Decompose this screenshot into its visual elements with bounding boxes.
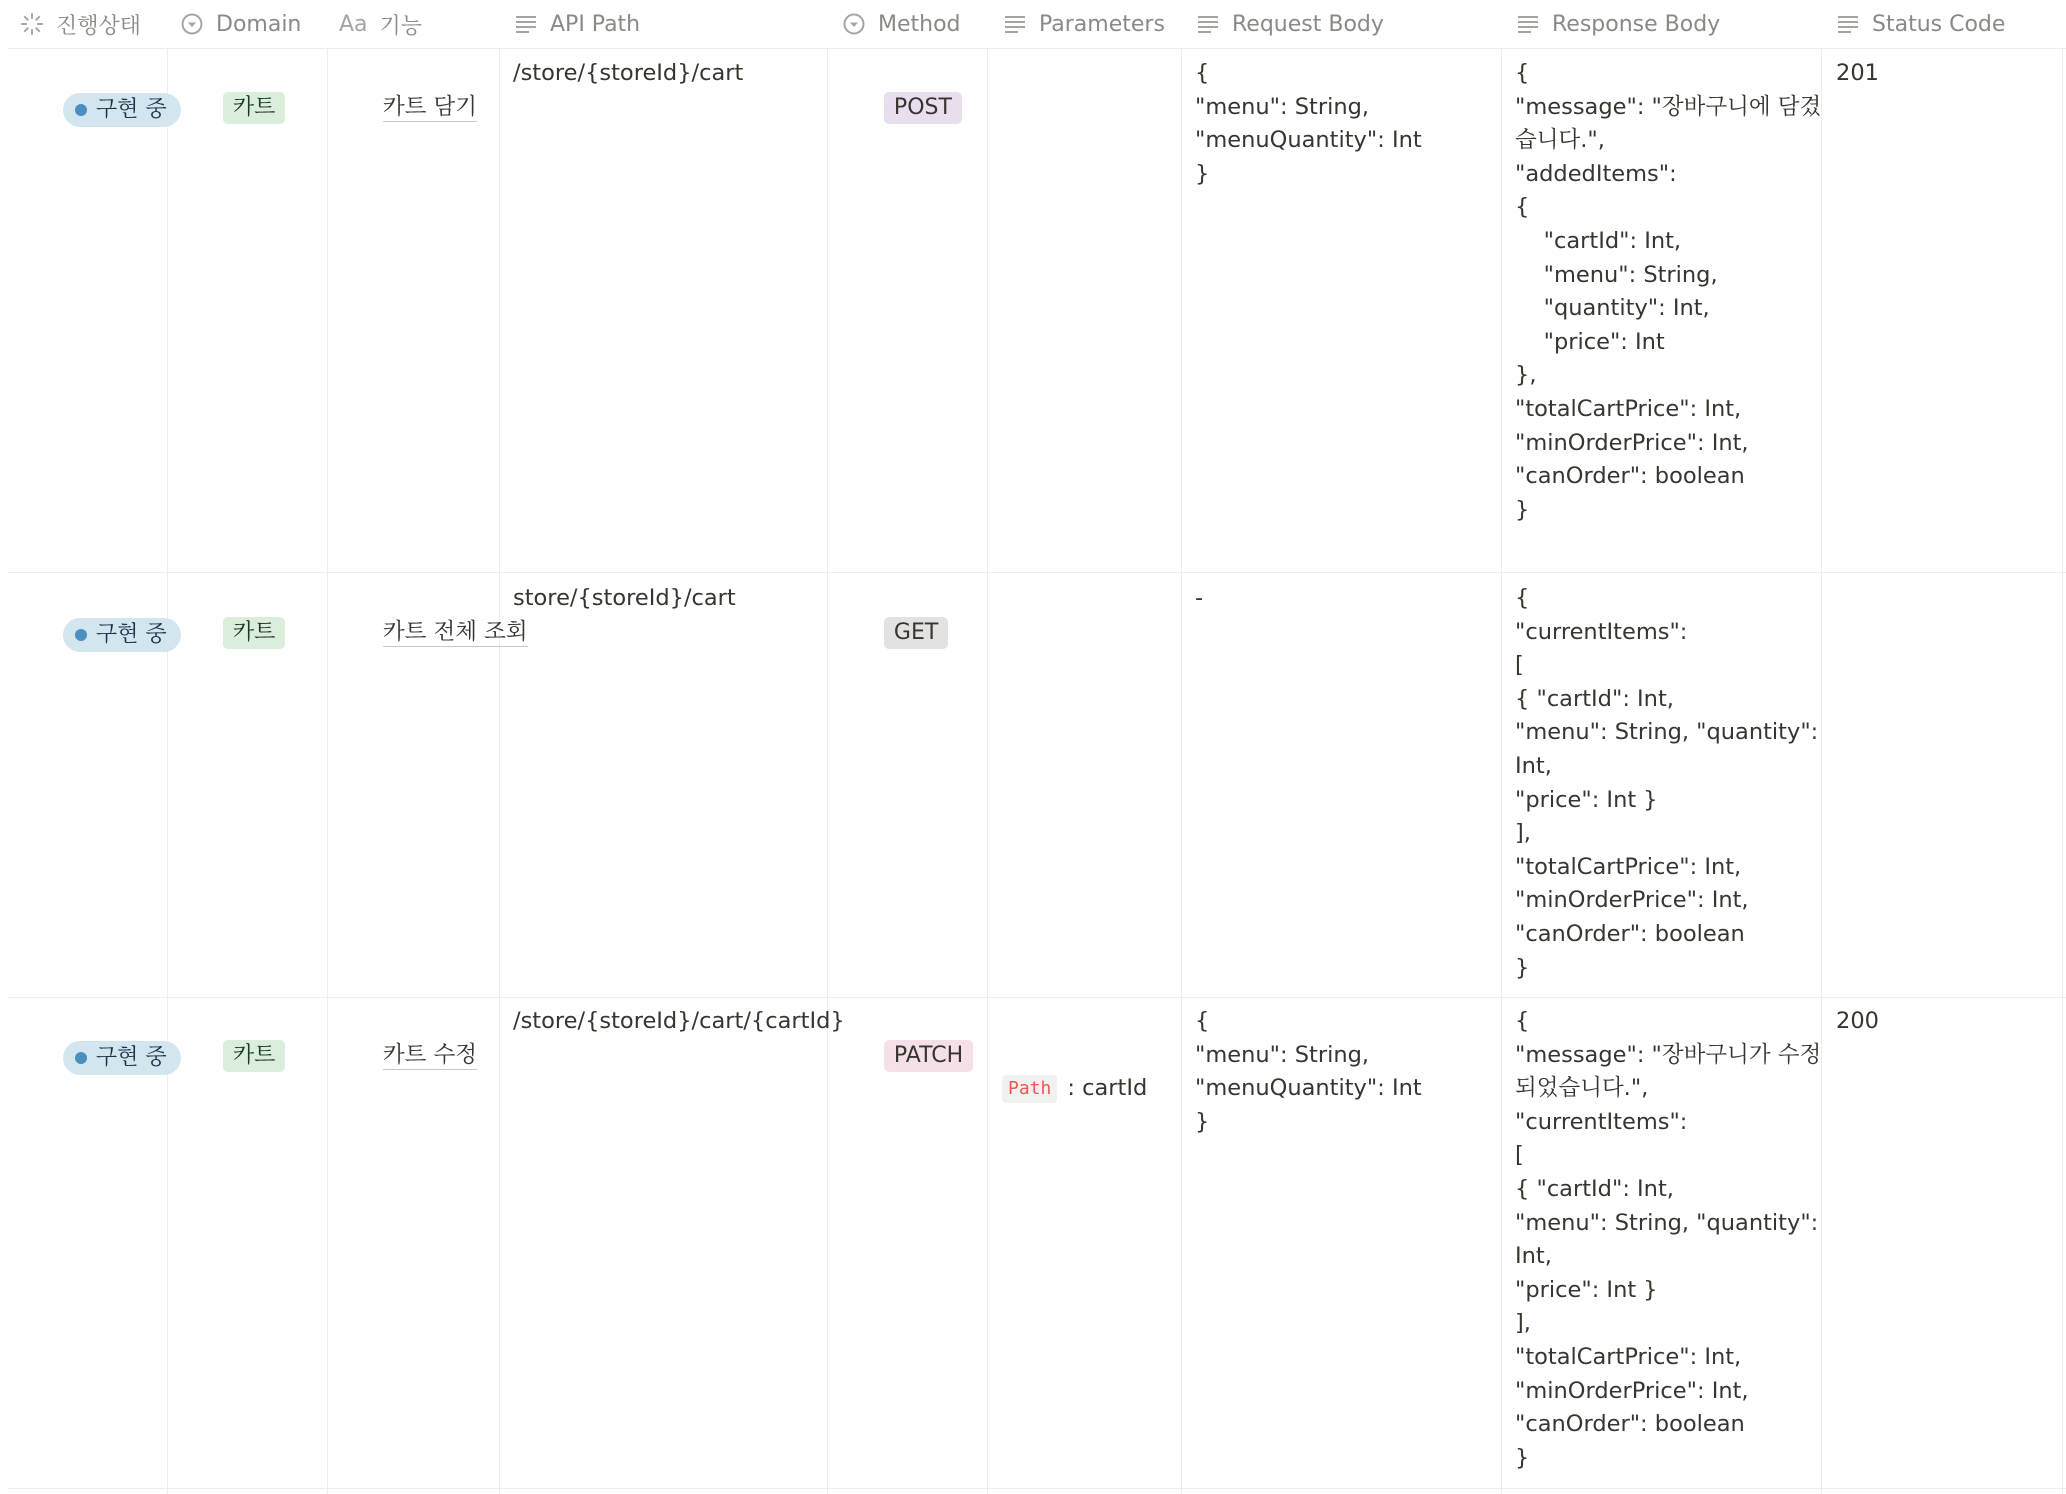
request-body-cell[interactable]: { "menu": String, "menuQuantity": Int } (1195, 60, 1422, 187)
status-code-cell[interactable]: 200 (1836, 1008, 1879, 1034)
feature-title[interactable]: 카트 수정 (382, 1041, 478, 1068)
api-path-cell[interactable]: /store/{storeId}/cart (513, 60, 744, 86)
method-cell[interactable] (841, 57, 962, 158)
text-lines-icon (1196, 12, 1220, 36)
status-label: 구현 중 (95, 621, 167, 647)
status-dot-icon (75, 104, 87, 116)
feature-cell[interactable] (340, 582, 528, 683)
table-row[interactable] (0, 1005, 2066, 1488)
status-dot-icon (75, 629, 87, 641)
select-icon (180, 12, 204, 36)
method-tag: POST (884, 92, 962, 124)
status-badge (63, 618, 181, 652)
row-divider (8, 572, 2066, 573)
status-cell[interactable] (20, 584, 181, 685)
column-header-feature[interactable] (339, 0, 422, 48)
response-body-cell[interactable]: { "message": "장바구니에 담겼 습니다.", "addedItems": { "cartId": Int, "menu": String, "quantity": Int, "price": Int }, "totalCartPrice": Int, "minOrderPrice": Int, "canOrder": boolean } (1515, 60, 1822, 523)
column-label: Domain (216, 11, 302, 37)
header-divider (8, 48, 2066, 49)
api-path-cell[interactable]: /store/{storeId}/cart/{cartId} (513, 1008, 845, 1034)
domain-tag: 카트 (223, 1040, 286, 1072)
domain-cell[interactable] (180, 57, 285, 158)
text-lines-icon (1003, 12, 1027, 36)
column-label: 기능 (379, 13, 423, 39)
parameters-cell[interactable] (1002, 1005, 1147, 1173)
method-tag: PATCH (884, 1040, 973, 1072)
row-divider (8, 997, 2066, 998)
row-divider (8, 1488, 2066, 1489)
method-tag: GET (884, 617, 948, 649)
title-aa-icon: Aa (339, 11, 368, 37)
column-label: 진행상태 (56, 13, 142, 39)
feature-cell[interactable] (340, 57, 477, 158)
api-path-cell[interactable]: store/{storeId}/cart (513, 585, 736, 611)
status-label: 구현 중 (95, 1044, 167, 1070)
domain-tag: 카트 (223, 92, 286, 124)
column-header-method[interactable] (842, 0, 961, 48)
path-param-name: : cartId (1067, 1075, 1148, 1102)
column-header-parameters[interactable] (1003, 0, 1165, 48)
table-header (0, 0, 2066, 48)
text-lines-icon (1516, 12, 1540, 36)
request-body-cell[interactable]: { "menu": String, "menuQuantity": Int } (1195, 1008, 1422, 1135)
column-label: Response Body (1552, 11, 1721, 37)
path-param-chip: Path (1002, 1075, 1057, 1103)
response-body-cell[interactable]: { "message": "장바구니가 수정 되었습니다.", "currentItems": [ { "cartId": Int, "menu": String, "quantity": Int, "price": Int } ], "totalCartPrice": Int, "minOrderPrice": Int, "canOrder": boolean } (1515, 1008, 1822, 1471)
column-header-domain[interactable] (180, 0, 301, 48)
column-label: Request Body (1232, 11, 1384, 37)
status-label: 구현 중 (95, 96, 167, 122)
table-row[interactable] (0, 57, 2066, 572)
column-label: Status Code (1872, 11, 2006, 37)
feature-title[interactable]: 카트 담기 (382, 93, 478, 120)
column-label: Parameters (1039, 11, 1165, 37)
method-cell[interactable] (841, 1005, 973, 1106)
parameter-entry (1002, 1072, 1147, 1106)
status-badge (63, 1041, 181, 1075)
column-label: API Path (550, 11, 641, 37)
status-cell[interactable] (20, 1007, 181, 1108)
status-loader-icon (20, 12, 44, 36)
table-row[interactable] (0, 582, 2066, 997)
domain-tag: 카트 (223, 617, 286, 649)
column-header-response-body[interactable] (1516, 0, 1720, 48)
column-label: Method (878, 11, 961, 37)
feature-title[interactable]: 카트 전체 조회 (382, 618, 528, 645)
method-cell[interactable] (841, 582, 948, 683)
request-body-cell[interactable]: - (1195, 585, 1204, 611)
status-cell[interactable] (20, 59, 181, 160)
select-icon (842, 12, 866, 36)
column-header-request-body[interactable] (1196, 0, 1384, 48)
text-lines-icon (514, 12, 538, 36)
text-lines-icon (1836, 12, 1860, 36)
feature-cell[interactable] (340, 1005, 477, 1106)
status-dot-icon (75, 1052, 87, 1064)
response-body-cell[interactable]: { "currentItems": [ { "cartId": Int, "menu": String, "quantity": Int, "price": Int } ], "totalCartPrice": Int, "minOrderPrice": Int, "canOrder": boolean } (1515, 585, 1819, 981)
domain-cell[interactable] (180, 582, 285, 683)
column-header-api-path[interactable] (514, 0, 640, 48)
status-badge (63, 93, 181, 127)
column-header-status-code[interactable] (1836, 0, 2005, 48)
status-code-cell[interactable]: 201 (1836, 60, 1879, 86)
domain-cell[interactable] (180, 1005, 285, 1106)
column-header-status[interactable] (20, 0, 141, 48)
